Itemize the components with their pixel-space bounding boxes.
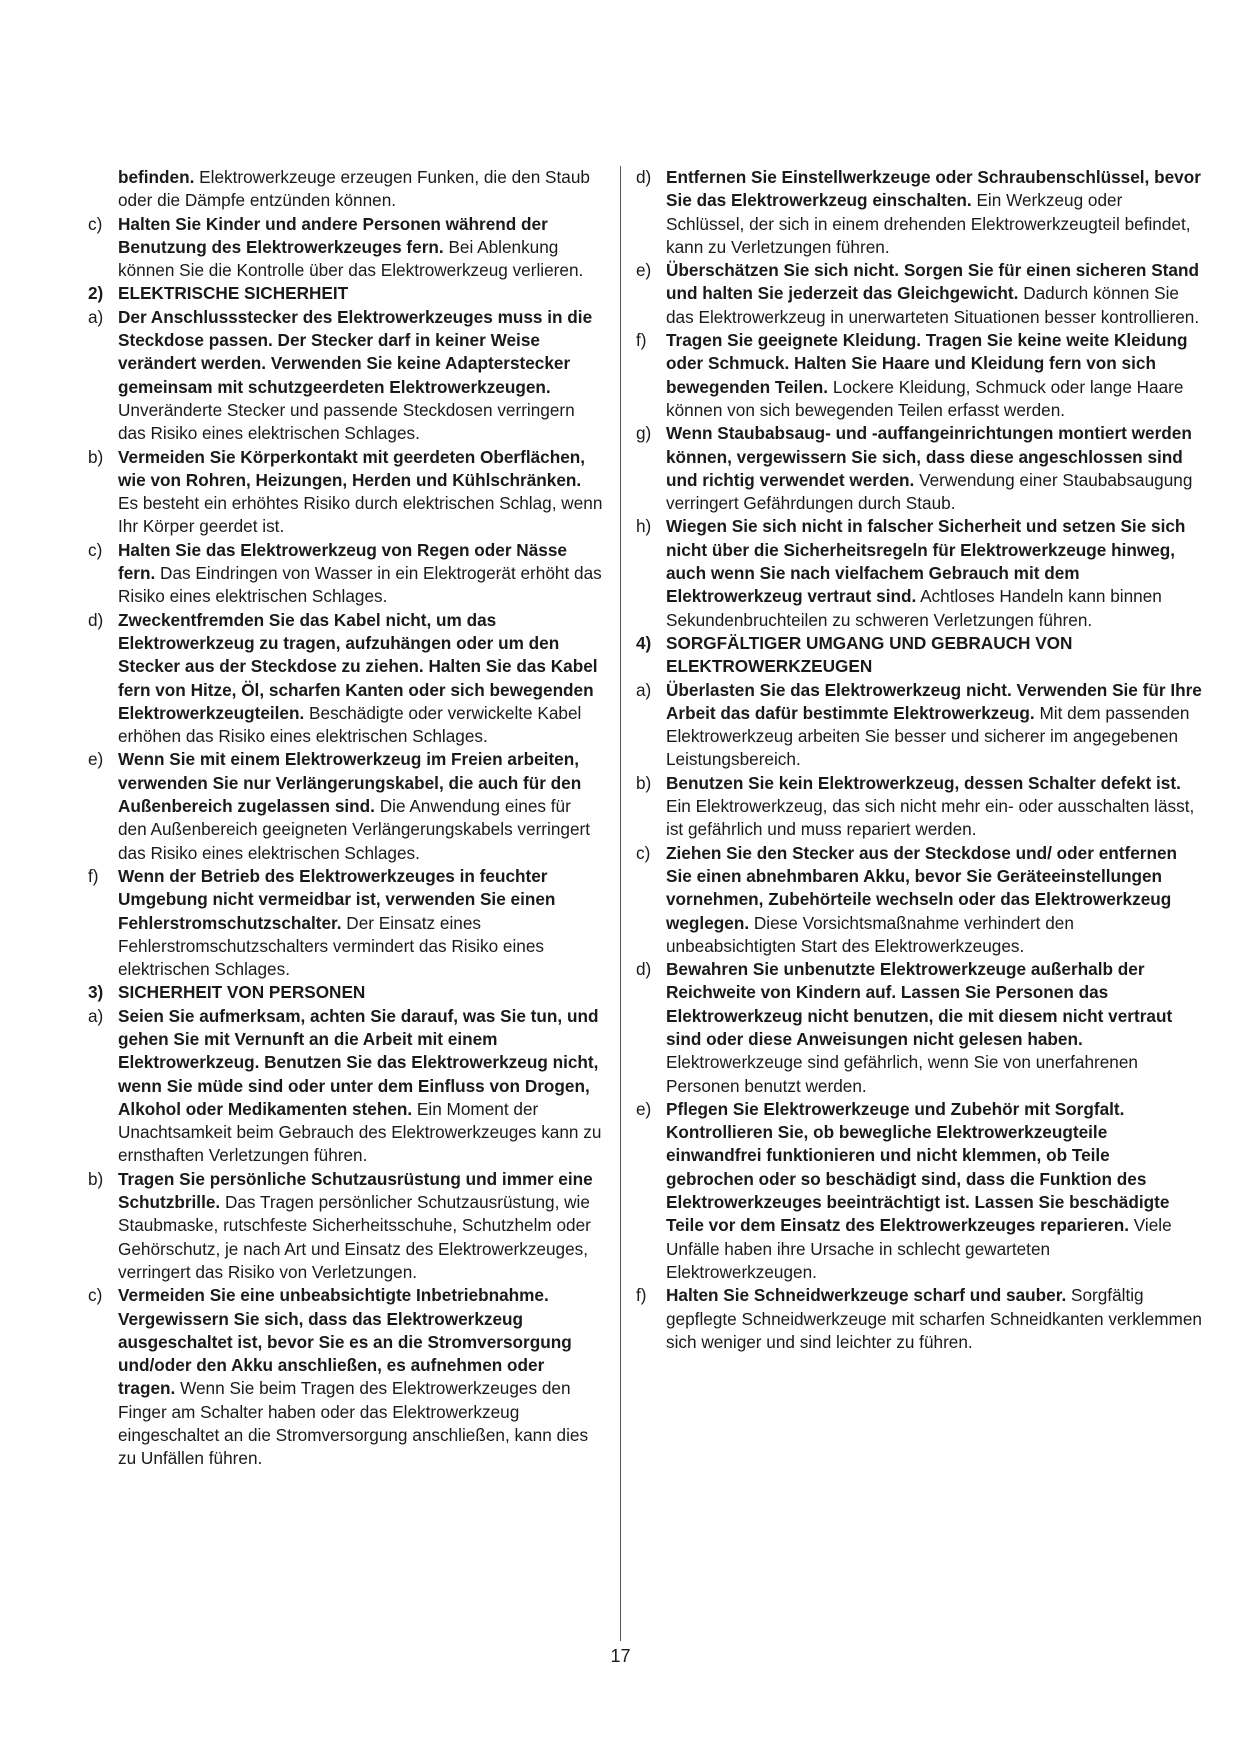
bold-text: Tragen Sie persönliche Schutzausrüstung und immer eine Schutzbrille. (118, 1168, 593, 1213)
item-marker: c) (88, 213, 103, 234)
page-number: 17 (610, 1646, 631, 1666)
list-item (636, 259, 1202, 329)
right-column (636, 166, 1202, 1354)
bold-text: Benutzen Sie kein Elektrowerkzeug, dessen Schalter defekt ist. (666, 772, 1181, 793)
item-marker: a) (88, 306, 104, 327)
regular-text: Bei Ablenkung können Sie die Kontrolle über das Elektrowerkzeug verlieren. (118, 236, 584, 281)
item-marker: 4) (636, 632, 652, 653)
regular-text: Sorgfältig gepflegte Schneidwerkzeuge mit scharfen Schneidkanten verklemmen sich weniger und sind leichter zu führen. (666, 1285, 1202, 1352)
bold-text: Seien Sie aufmerksam, achten Sie darauf, was Sie tun, und gehen Sie mit Vernunft an die Arbeit mit einem Elektrowerkzeug. Benutzen Sie das Elektrowerkzeug nicht, wenn Sie müde sind oder unter dem Einfluss von Drogen, Alkohol oder Medikamenten stehen. (118, 1005, 599, 1119)
regular-text: Wenn Sie beim Tragen des Elektrowerkzeuges den Finger am Schalter haben oder das Elektrowerkzeug eingeschaltet an die Stromversorgung anschließen, kann dies zu Unfällen führen. (118, 1378, 589, 1469)
bold-text: Pflegen Sie Elektrowerkzeuge und Zubehör mit Sorgfalt. Kontrollieren Sie, ob bewegliche Elektrowerkzeugteile einwandfrei funktionieren und nicht klemmen, ob Teile gebrochen oder so beschädigt sind, dass die Funktion des Elektrowerkzeuges beeinträchtigt ist. Lassen Sie beschädigte Teile vor dem Einsatz des Elektrowerkzeuges reparieren. (666, 1098, 1170, 1236)
list-item (636, 679, 1202, 772)
list-item (88, 213, 604, 283)
bold-text: Halten Sie das Elektrowerkzeug von Regen oder Nässe fern. (118, 539, 567, 584)
item-marker: e) (636, 260, 652, 281)
section-heading (88, 282, 604, 305)
list-item (88, 166, 604, 213)
regular-text: Dadurch können Sie das Elektrowerkzeug in unerwarteten Situationen besser kontrollieren. (666, 283, 1200, 327)
item-marker: e) (88, 749, 104, 770)
list-item (88, 865, 604, 981)
list-item (88, 539, 604, 609)
list-item (636, 515, 1202, 631)
bold-text: Zweckentfremden Sie das Kabel nicht, um das Elektrowerkzeug zu tragen, aufzuhängen oder um den Stecker aus der Steckdose zu ziehen. Halten Sie das Kabel fern von Hitze, Öl, scharfen Kanten oder sich bewegenden Elektrowerkzeugteilen. (118, 609, 598, 723)
bold-text: Entfernen Sie Einstellwerkzeuge oder Schraubenschlüssel, bevor Sie das Elektrowerkzeug einschalten. (666, 167, 1201, 211)
bold-text: Vermeiden Sie eine unbeabsichtigte Inbetriebnahme. Vergewissern Sie sich, dass das Elektrowerkzeug ausgeschaltet ist, bevor Sie es an die Stromversorgung und/oder den Akku anschließen, es aufnehmen oder tragen. (118, 1285, 572, 1399)
bold-text: SICHERHEIT VON PERSONEN (118, 982, 366, 1003)
list-item (88, 1005, 604, 1168)
item-marker: c) (636, 842, 651, 863)
item-marker: a) (636, 679, 652, 700)
item-marker: f) (636, 1285, 647, 1306)
list-item (88, 1284, 604, 1470)
item-marker: d) (88, 609, 104, 630)
list-item (636, 422, 1202, 515)
item-marker: 2) (88, 283, 104, 304)
regular-text: Der Einsatz eines Fehlerstromschutzschalters vermindert das Risiko eines elektrischen Schlages. (118, 912, 545, 980)
list-item (88, 446, 604, 539)
bold-text: Wenn Staubabsaug- und -auffangeinrichtungen montiert werden können, vergewissern Sie sich, dass diese angeschlossen sind und richtig verwendet werden. (666, 423, 1192, 490)
list-item (88, 1168, 604, 1284)
regular-text: Das Eindringen von Wasser in ein Elektrogerät erhöht das Risiko eines elektrischen Schlages. (118, 563, 602, 607)
regular-text: Das Tragen persönlicher Schutzausrüstung, wie Staubmaske, rutschfeste Sicherheitsschuhe, Schutzhelm oder Gehörschutz, je nach Art und Einsatz des Elektrowerkzeuges, verringert das Risiko von Verletzungen. (118, 1192, 591, 1282)
bold-text: Ziehen Sie den Stecker aus der Steckdose und/ oder entfernen Sie einen abnehmbaren Akku, bevor Sie Geräteeinstellungen vornehmen, Zubehörteile wechseln oder das Elektrowerkzeug weglegen. (666, 842, 1178, 933)
section-heading (636, 632, 1202, 679)
bold-text: SORGFÄLTIGER UMGANG UND GEBRAUCH VON ELEKTROWERKZEUGEN (666, 632, 1073, 677)
item-marker: b) (88, 446, 104, 467)
item-marker: d) (636, 167, 652, 187)
bold-text: Wenn Sie mit einem Elektrowerkzeug im Freien arbeiten, verwenden Sie nur Verlängerungskabel, die auch für den Außenbereich zugelassen sind. (118, 749, 582, 817)
item-marker: b) (88, 1168, 104, 1189)
list-item (88, 748, 604, 864)
regular-text: Unveränderte Stecker und passende Steckdosen verringern das Risiko eines elektrischen Schlages. (118, 399, 575, 444)
bold-text: Überlasten Sie das Elektrowerkzeug nicht. Verwenden Sie für Ihre Arbeit das dafür bestimmte Elektrowerkzeug. (666, 679, 1202, 723)
section-heading (88, 981, 604, 1004)
regular-text: Achtloses Handeln kann binnen Sekundenbruchteilen zu schweren Verletzungen führen. (666, 586, 1162, 630)
bold-text: Halten Sie Schneidwerkzeuge scharf und sauber. (666, 1285, 1067, 1306)
item-marker: d) (636, 959, 652, 980)
bold-text: befinden. (118, 167, 195, 187)
regular-text: Ein Elektrowerkzeug, das sich nicht mehr ein- oder ausschalten lässt, ist gefährlich und muss repariert werden. (666, 796, 1195, 840)
regular-text: Die Anwendung eines für den Außenbereich geeigneten Verlängerungskabels verringert das Risiko eines elektrischen Schlages. (118, 796, 591, 863)
bold-text: Wiegen Sie sich nicht in falscher Sicherheit und setzen Sie sich nicht über die Sicherheitsregeln für Elektrowerkzeuge hinweg, auch wenn Sie nach vielfachem Gebrauch mit dem Elektrowerkzeug vertraut sind. (666, 516, 1186, 607)
regular-text: Es besteht ein erhöhtes Risiko durch elektrischen Schlag, wenn Ihr Körper geerdet ist. (118, 493, 603, 537)
item-marker: f) (88, 865, 99, 886)
regular-text: Elektrowerkzeuge sind gefährlich, wenn Sie von unerfahrenen Personen benutzt werden. (666, 1052, 1138, 1096)
column-divider (620, 166, 621, 1641)
item-marker: b) (636, 772, 652, 793)
item-marker: c) (88, 539, 103, 560)
list-item (636, 1284, 1202, 1354)
bold-text: Halten Sie Kinder und andere Personen während der Benutzung des Elektrowerkzeuges fern. (118, 213, 548, 257)
left-column (88, 166, 604, 1471)
bold-text: Tragen Sie geeignete Kleidung. Tragen Sie keine weite Kleidung oder Schmuck. Halten Sie Haare und Kleidung fern von sich bewegenden Teilen. (666, 330, 1188, 397)
regular-text: Diese Vorsichtsmaßnahme verhindert den unbeabsichtigten Start des Elektrowerkzeuges. (666, 912, 1074, 956)
list-item (636, 958, 1202, 1098)
item-marker: h) (636, 516, 652, 537)
list-item (636, 329, 1202, 422)
regular-text: Viele Unfälle haben ihre Ursache in schlecht gewarteten Elektrowerkzeugen. (666, 1215, 1172, 1282)
bold-text: Überschätzen Sie sich nicht. Sorgen Sie für einen sicheren Stand und halten Sie jederzeit das Gleichgewicht. (666, 260, 1199, 304)
item-marker: e) (636, 1098, 652, 1119)
regular-text: Mit dem passenden Elektrowerkzeug arbeiten Sie besser und sicherer im angegebenen Leistungsbereich. (666, 702, 1190, 770)
item-marker: 3) (88, 982, 104, 1003)
item-marker: c) (88, 1285, 103, 1306)
regular-text: Elektrowerkzeuge erzeugen Funken, die den Staub oder die Dämpfe entzünden können. (118, 167, 590, 211)
regular-text: Lockere Kleidung, Schmuck oder lange Haare können von sich bewegenden Teilen erfasst werden. (666, 376, 1184, 420)
regular-text: Verwendung einer Staubabsaugung verringert Gefährdungen durch Staub. (666, 469, 1193, 514)
list-item (636, 166, 1202, 259)
bold-text: Bewahren Sie unbenutzte Elektrowerkzeuge außerhalb der Reichweite von Kindern auf. Lassen Sie Personen das Elektrowerkzeug nicht benutzen, die mit diesem nicht vertraut sind oder diese Anweisungen nicht gelesen haben. (666, 959, 1173, 1049)
list-item (636, 842, 1202, 958)
item-marker: a) (88, 1005, 104, 1026)
item-marker: f) (636, 330, 647, 351)
list-item (88, 609, 604, 749)
bold-text: Der Anschlussstecker des Elektrowerkzeuges muss in die Steckdose passen. Der Stecker darf in keiner Weise verändert werden. Verwenden Sie keine Adapterstecker gemeinsam mit schutzgeerdeten Elektrowerkzeugen. (118, 306, 593, 397)
regular-text: Ein Werkzeug oder Schlüssel, der sich in einem drehenden Elektrowerkzeugteil befindet, kann zu Verletzungen führen. (666, 190, 1191, 257)
regular-text: Ein Moment der Unachtsamkeit beim Gebrauch des Elektrowerkzeuges kann zu ernsthaften Verletzungen führen. (118, 1098, 602, 1166)
bold-text: ELEKTRISCHE SICHERHEIT (118, 283, 349, 304)
list-item (88, 306, 604, 446)
bold-text: Wenn der Betrieb des Elektrowerkzeuges in feuchter Umgebung nicht vermeidbar ist, verwenden Sie einen Fehlerstromschutzschalter. (118, 865, 556, 933)
bold-text: Vermeiden Sie Körperkontakt mit geerdeten Oberflächen, wie von Rohren, Heizungen, Herden und Kühlschränken. (118, 446, 586, 490)
list-item (636, 772, 1202, 842)
item-marker: g) (636, 423, 652, 444)
list-item (636, 1098, 1202, 1284)
regular-text: Beschädigte oder verwickelte Kabel erhöhen das Risiko eines elektrischen Schlages. (118, 702, 582, 747)
